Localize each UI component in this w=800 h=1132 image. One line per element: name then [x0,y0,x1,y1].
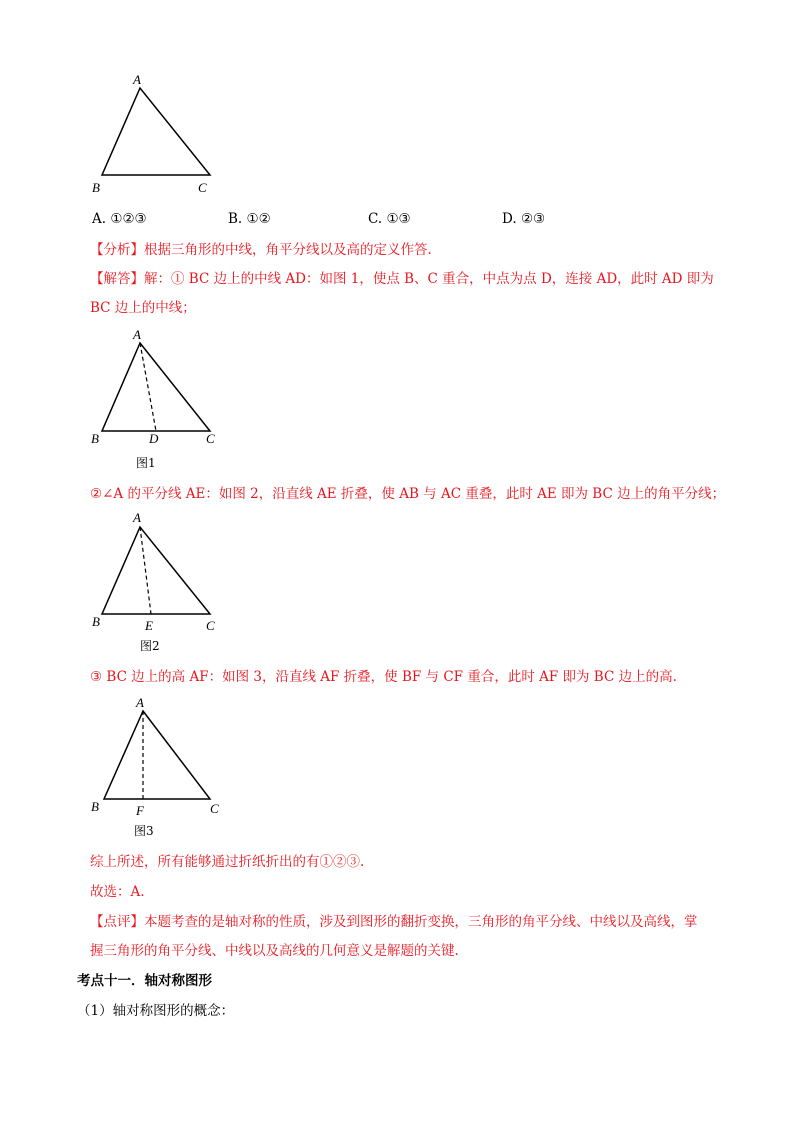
option-text: ①②③ [110,211,147,227]
vertex-label-c: C [206,618,215,633]
option-text: ①③ [386,211,411,227]
vertex-label-b: B [92,180,100,195]
solution-line-1: 【解答】解：① BC 边上的中线 AD：如图 1，使点 B、C 重合，中点为点 D，连接 AD，此时 AD 即为 [90,271,714,287]
vertex-label-b: B [91,799,99,814]
step-2-text: ②∠A 的平分线 AE：如图 2，沿直线 AE 折叠，使 AB 与 AC 重叠，此时 AE 即为 BC 边上的角平分线； [90,486,726,502]
figure-3-caption: 图3 [134,824,154,838]
point-label-f: F [136,803,144,818]
comment-line-2: 握三角形的角平分线、中线以及高线的几何意义是解题的关键. [90,943,459,959]
section-heading: 考点十一．轴对称图形 [77,973,212,989]
option-text: ②③ [520,211,546,227]
vertex-label-b: B [92,614,100,629]
solution-line-2: BC 边上的中线； [90,300,196,316]
option-letter: C. [368,211,383,227]
vertex-label-c: C [206,431,215,446]
point-label-e: E [145,618,153,633]
option-letter: A. [92,211,107,227]
choice-text: 故选：A. [90,884,145,900]
vertex-label-a: A [133,327,141,342]
summary-text: 综上所述，所有能够通过折纸折出的有①②③. [90,854,365,870]
option-letter: B. [228,211,243,227]
option-text: ①② [246,211,271,227]
option-letter: D. [502,211,517,227]
vertex-label-c: C [210,801,219,816]
analysis-text: 【分析】根据三角形的中线，角平分线以及高的定义作答. [90,242,432,258]
vertex-label-a: A [136,695,144,710]
vertex-label-a: A [133,510,141,525]
figure-2-caption: 图2 [140,639,160,653]
vertex-label-a: A [133,72,141,87]
point-label-d: D [149,431,159,446]
section-subheading: （1）轴对称图形的概念： [77,1003,235,1019]
step-3-text: ③ BC 边上的高 AF：如图 3，沿直线 AF 折叠，使 BF 与 CF 重合，此时 AF 即为 BC 边上的高. [90,669,677,685]
triangle-abc [104,711,210,799]
vertex-label-b: B [91,431,99,446]
figure-1-caption: 图1 [136,456,156,470]
vertex-label-c: C [198,180,207,195]
comment-line-1: 【点评】本题考查的是轴对称的性质，涉及到图形的翻折变换，三角形的角平分线、中线以及高线，掌 [90,914,698,930]
